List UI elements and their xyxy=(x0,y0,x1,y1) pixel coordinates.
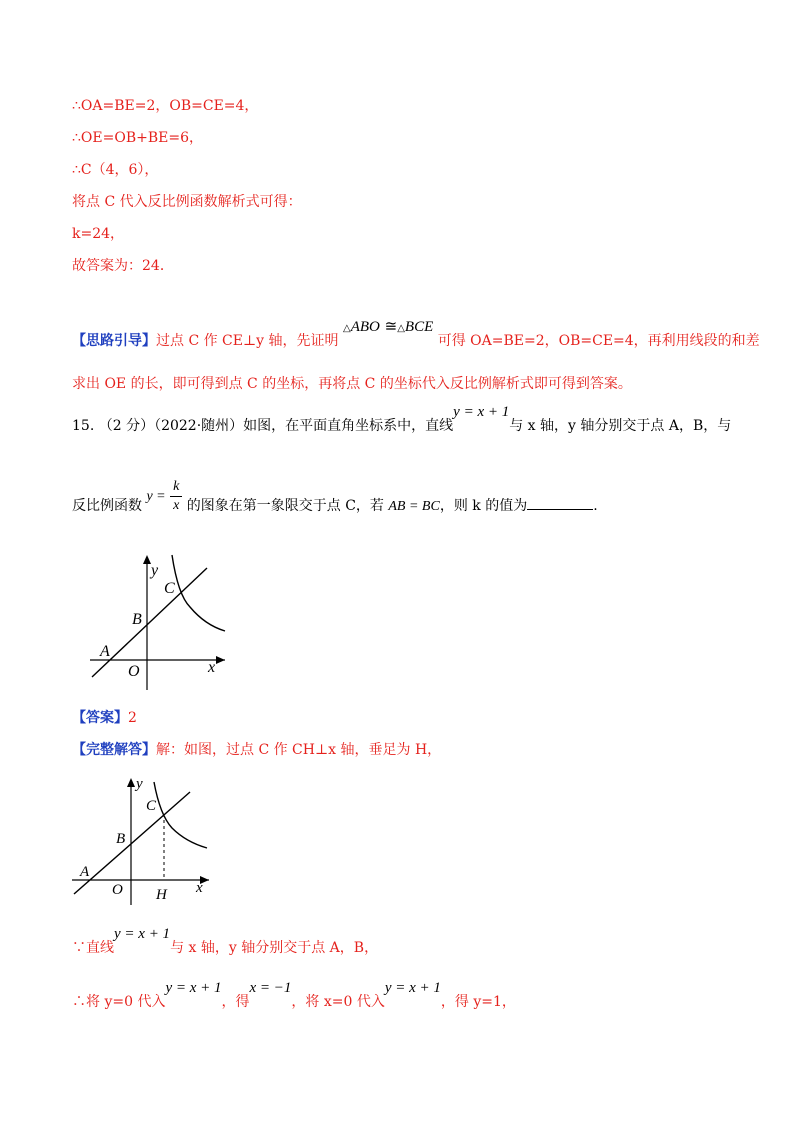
step-1-line xyxy=(72,926,379,958)
fig2-label-c: C xyxy=(146,798,157,814)
question-score: （2 分） xyxy=(98,418,155,434)
step2-result-x: x = −1 xyxy=(249,980,292,996)
question-text-f: . xyxy=(593,498,598,514)
answer-line xyxy=(72,708,137,728)
question-text-e: ，则 k 的值为 xyxy=(439,498,528,514)
x-axis-arrow xyxy=(216,656,225,664)
question-line-2 xyxy=(72,478,598,527)
step2-equation-1: y = x + 1 xyxy=(165,980,222,996)
question-text-b: 与 x 轴，y 轴分别交于点 A，B，与 xyxy=(509,418,732,434)
hint-math-bce: BCE xyxy=(404,319,434,335)
step2-comma: ，得 xyxy=(221,994,250,1010)
question-text-c: 反比例函数 xyxy=(72,498,142,514)
fig2-label-b: B xyxy=(116,831,126,847)
fig1-label-b: B xyxy=(132,611,142,628)
fig1-label-a: A xyxy=(100,643,110,660)
hint-math-abo: ABO xyxy=(350,319,380,335)
condition-ab-bc: AB = BC xyxy=(388,499,440,514)
hint-line-1 xyxy=(72,317,760,353)
fraction-denominator: x xyxy=(173,497,180,513)
solution-line-3: ∴C（4，6）， xyxy=(72,162,159,178)
fig1-label-x: x xyxy=(208,659,216,676)
step1-text: 与 x 轴，y 轴分别交于点 A，B， xyxy=(170,940,379,956)
fig2-label-y: y xyxy=(136,776,143,792)
step1-because: ∵直线 xyxy=(72,940,114,956)
fig1-label-o: O xyxy=(128,663,140,680)
fig2-label-h: H xyxy=(156,887,167,903)
question-line-1 xyxy=(72,404,732,436)
full-solution-text: 解：如图，过点 C 作 CH⊥x 轴，垂足为 H， xyxy=(156,742,442,758)
solution-line-1: ∴OA=BE=2，OB=CE=4， xyxy=(72,98,259,114)
fig2-label-x: x xyxy=(196,880,203,896)
question-figure xyxy=(80,545,240,695)
answer-tag: 【答案】 xyxy=(72,710,128,726)
answer-blank xyxy=(527,495,593,510)
solution-line-4: 将点 C 代入反比例函数解析式可得： xyxy=(72,194,302,210)
hint-line-2: 求出 OE 的长，即可得到点 C 的坐标，再将点 C 的坐标代入反比例解析式即可得到答案。 xyxy=(72,376,632,392)
step2-text-mid: ，将 x=0 代入 xyxy=(291,994,385,1010)
y-axis-arrow xyxy=(127,778,135,787)
line-y-x-plus-1 xyxy=(74,792,190,894)
step2-text-end: ，得 y=1， xyxy=(440,994,516,1010)
y-axis-arrow xyxy=(143,555,151,564)
line-equation: y = x + 1 xyxy=(453,404,510,420)
fig2-label-a: A xyxy=(80,864,90,880)
solution-line-5: k=24， xyxy=(72,226,125,242)
fig2-label-o: O xyxy=(112,882,123,898)
full-solution-tag: 【完整解答】 xyxy=(72,742,156,758)
answer-value: 2 xyxy=(128,710,137,726)
fig1-label-c: C xyxy=(164,580,175,597)
hint-text-b: 可得 OA=BE=2，OB=CE=4，再利用线段的和差 xyxy=(437,333,760,349)
step2-therefore: ∴将 y=0 代入 xyxy=(72,994,166,1010)
triangle-symbol-1: △ xyxy=(342,323,351,334)
congruent-symbol: ≅ xyxy=(379,317,398,335)
hint-tag: 【思路引导】 xyxy=(72,333,156,349)
step1-equation: y = x + 1 xyxy=(114,926,171,942)
step-2-line xyxy=(72,980,516,1012)
question-text-a: 如图，在平面直角坐标系中，直线 xyxy=(243,418,454,434)
fraction-numerator: k xyxy=(170,478,182,497)
hyperbola-curve xyxy=(154,782,207,848)
full-solution-line xyxy=(72,740,441,760)
hint-text-a: 过点 C 作 CE⊥y 轴，先证明 xyxy=(156,333,339,349)
solution-line-6: 故答案为：24． xyxy=(72,258,174,274)
function-fraction xyxy=(170,478,182,515)
triangle-symbol-2: △ xyxy=(397,323,405,334)
solution-figure xyxy=(64,770,224,910)
question-source: （2022·随州） xyxy=(154,418,244,434)
solution-line-2: ∴OE=OB+BE=6， xyxy=(72,130,203,146)
question-text-d: 的图象在第一象限交于点 C，若 xyxy=(186,498,384,514)
function-y: y = xyxy=(146,489,166,504)
line-y-x-plus-1 xyxy=(92,568,207,677)
fig1-label-y: y xyxy=(151,562,159,579)
question-number: 15. xyxy=(72,418,95,434)
step2-equation-2: y = x + 1 xyxy=(384,980,441,996)
